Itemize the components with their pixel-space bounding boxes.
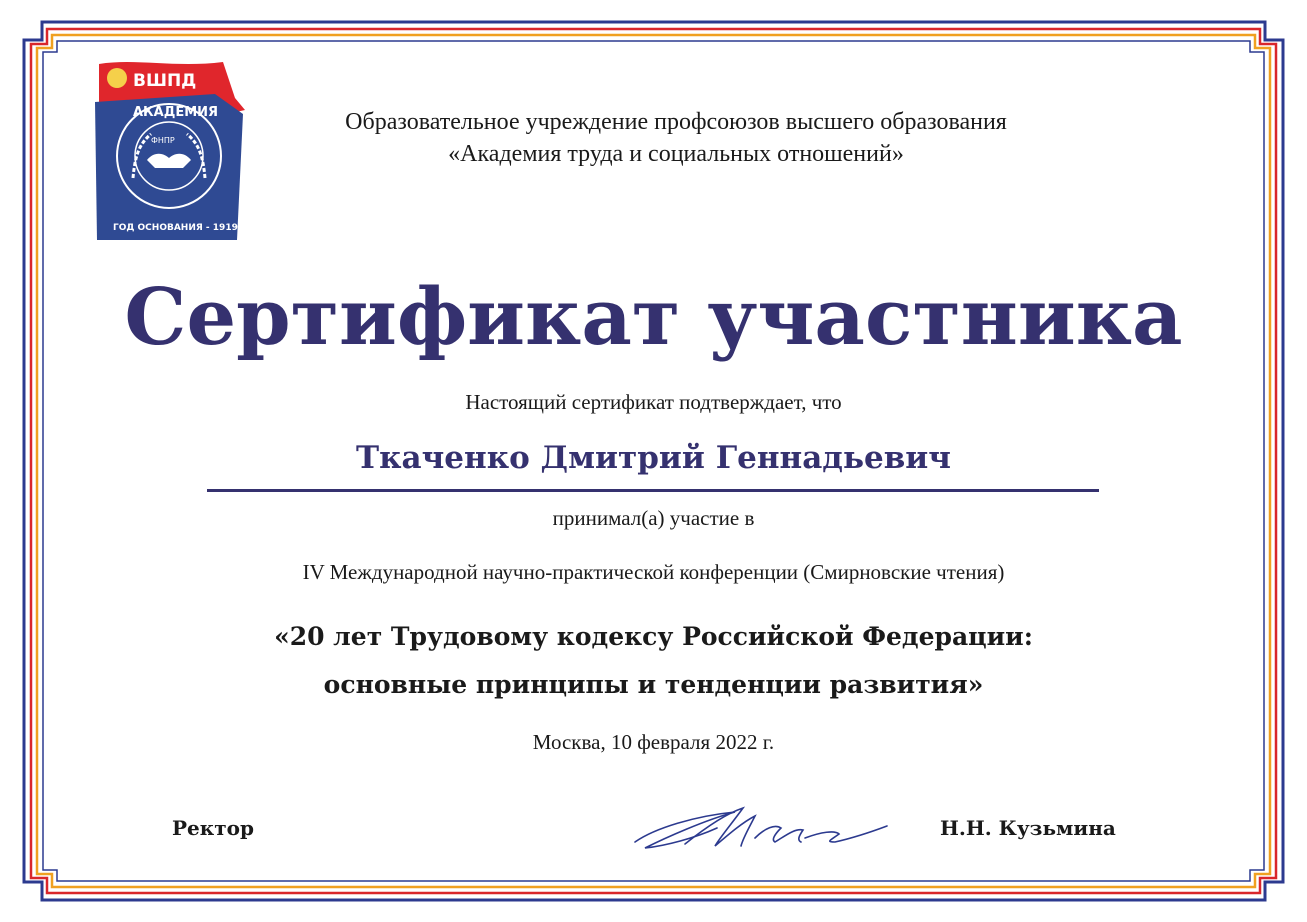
logo-text-top: ВШПД (133, 71, 197, 91)
org-line-1: Образовательное учреждение профсоюзов высшего образования (345, 109, 1007, 135)
place-date: Москва, 10 февраля 2022 г. (532, 730, 775, 754)
org-line-2: «Академия труда и социальных отношений» (448, 141, 904, 167)
participant-name: Ткаченко Дмитрий Геннадьевич (356, 440, 951, 476)
signer-name: Н.Н. Кузьмина (940, 816, 1116, 840)
confirm-text: Настоящий сертификат подтверждает, что (465, 390, 842, 414)
signer-position: Ректор (172, 816, 254, 840)
logo-text-fnpr: ФНПР (151, 136, 175, 145)
organization-name (268, 106, 1084, 170)
topic-line-1: «20 лет Трудовому кодексу Российской Федерации: (274, 622, 1033, 651)
topic-line-2: основные принципы и тенденции развития» (323, 670, 984, 699)
logo-text-year-visible: ГОД ОСНОВАНИЯ - 1919 (113, 223, 238, 233)
participated-text: принимал(а) участие в (552, 506, 755, 530)
academy-logo (95, 58, 245, 240)
handwritten-signature (625, 798, 895, 858)
name-underline (207, 489, 1099, 492)
certificate-title: Сертификат участника (124, 272, 1183, 363)
conference-name: IV Международной научно-практической конференции (Смирновские чтения) (302, 560, 1005, 584)
logo-text-academy: АКАДЕМИЯ (133, 105, 219, 120)
